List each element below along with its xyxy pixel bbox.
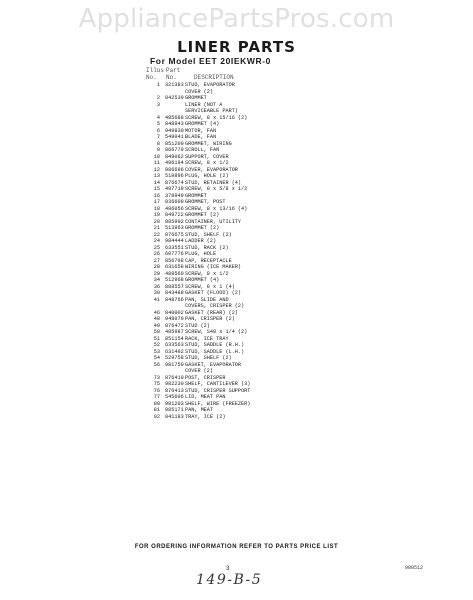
part-description: RACK, ICE TRAY [185,335,229,342]
part-description: SHELF, WIRE (FREEZER) [185,400,251,407]
part-number: 984444 [165,238,184,244]
document-code: 980512 [405,565,424,571]
key-number: 20 [153,218,160,225]
part-number: 876472 [165,322,184,329]
key-number: 22 [153,231,160,238]
key-number: 15 [153,186,160,192]
key-number: 52 [153,342,160,348]
key-number: 49 [153,322,160,329]
part-number: 841183 [165,413,184,420]
part-number: 849062 [165,153,184,160]
part-number: 985171 [165,407,184,413]
part-number: 513963 [165,225,184,231]
part-number: 848943 [165,121,184,127]
part-description: SCREW, 8 x 13/16 (4) [185,205,248,212]
part-description: COVER (2) [185,368,214,374]
part-description: SHELF, CANTILEVER (3) [185,381,251,387]
key-number: 50 [153,329,160,335]
part-description: STUD, RACK (2) [185,244,229,251]
part-description: COVER (2) [185,88,214,95]
part-description: GROMMET (2) [185,212,220,218]
part-number: 496194 [165,160,184,166]
part-description: SCREW, 8 x 5/8 x 1/2 [185,186,248,192]
part-description: SCROLL, FAN [185,147,220,153]
part-description: CONTAINER, UTILITY [185,218,242,225]
part-description: GROMMET [185,192,207,199]
part-description: STUD, EVAPORATOR [185,82,235,88]
part-number: 485688 [165,114,184,121]
part-description: SCREW, 8 x 1/2 [185,270,229,277]
part-description: PLUG, HOLE [185,251,217,257]
key-number: 7 [156,134,160,140]
key-number: 75 [153,381,160,387]
key-number: 73 [153,374,160,381]
part-description: POST, CRISPER [185,374,226,381]
part-description: SCREW, 8 x 1 (4) [185,283,235,290]
part-number: 631492 [165,348,184,355]
key-number: 11 [153,160,160,166]
part-description: SUPPORT, COVER [185,153,229,160]
part-description: GROMMET [185,95,207,101]
part-description: GASKET, EVAPORATOR [185,361,242,368]
part-description: PAN, SLIDE AND [185,296,229,303]
part-description: SERVICEABLE PART) [185,108,238,114]
part-description: STUD, SHELF (2) [185,355,232,361]
part-description: STUD, SADDLE (L.H.) [185,348,245,355]
handwritten-note: 149-B-5 [196,572,263,588]
part-number: 849722 [165,212,184,218]
part-description: LADDER (2) [185,238,217,244]
key-number: 48 [153,316,160,322]
key-number: 21 [153,225,160,231]
part-description: STUD, SHELF (2) [185,231,232,238]
part-number: 843488 [165,290,184,296]
part-description: WIRING (ICE MAKER) [185,264,242,270]
header-description: DESCRIPTION [194,74,234,81]
header-part-no: No. [166,74,177,81]
part-description: COVERS, CRISPER (2) [185,303,245,309]
page-title: LINER PARTS [177,38,296,56]
key-number: 10 [153,153,160,160]
part-description: TRAY, ICE (2) [185,413,226,420]
part-number: 549041 [165,134,184,140]
part-number: 866779 [165,147,184,153]
part-number: 856708 [165,257,184,264]
key-number: 39 [153,290,160,296]
part-description: GASKET (FLOOD) (2) [185,290,242,296]
key-number: 16 [153,192,160,199]
header-part: Part [166,67,181,74]
key-number: 1 [156,82,160,88]
part-number: 981750 [165,361,184,368]
part-description: GROMMET (4) [185,121,220,127]
key-number: 18 [153,205,160,212]
key-number: 3 [156,101,160,108]
key-number: 51 [153,335,160,342]
key-number: 13 [153,173,160,179]
part-description: MOTOR, FAN [185,127,217,134]
part-number: 631658 [165,264,184,270]
part-number: 487719 [165,186,184,192]
part-description: STUD (2) [185,322,210,329]
key-number: 2 [156,95,160,101]
key-number: 26 [153,251,160,257]
part-number: 949830 [165,127,184,134]
key-number: 28 [153,264,160,270]
part-number: 840002 [165,309,184,316]
part-number: 485987 [165,329,184,335]
key-number: 53 [153,348,160,355]
part-description: SCREW, 8 x 1/2 [185,160,229,166]
key-number: 41 [153,296,160,303]
part-description: GROMMET (2) [185,225,220,231]
key-number: 46 [153,309,160,316]
part-number: 378949 [165,192,184,199]
part-number: 519896 [165,173,184,179]
part-description: GROMMET, WIRING [185,140,232,147]
key-number: 76 [153,387,160,394]
key-number: 27 [153,257,160,264]
model-subtitle: For Model EET 20IEKWR-0 [150,56,272,66]
part-number: 848766 [165,296,184,303]
part-description: BLADE, FAN [185,134,217,140]
part-number: 876410 [165,374,184,381]
part-number: 851200 [165,140,184,147]
part-number: 985992 [165,218,184,225]
part-number: 529758 [165,355,184,361]
part-number: 876675 [165,231,184,238]
key-number: 34 [153,277,160,283]
key-number: 24 [153,238,160,244]
key-number: 29 [153,270,160,277]
part-number: 486056 [165,205,184,212]
key-number: 92 [153,413,160,420]
part-description: GASKET (REAR) (2) [185,309,238,316]
part-number: 321383 [165,82,184,88]
ordering-footer: FOR ORDERING INFORMATION REFER TO PARTS PRICE LIST [134,544,339,550]
key-number: 80 [153,400,160,407]
part-number: 842539 [165,95,184,101]
part-number: 981203 [165,400,184,407]
page-number: 3 [226,566,230,572]
part-number: 986696 [165,166,184,173]
part-number: 488560 [165,270,184,277]
part-description: PAN, CRISPER (2) [185,316,235,322]
key-number: 17 [153,199,160,205]
part-description: STUD, RETAINER (4) [185,179,242,186]
key-number: 14 [153,179,160,186]
part-number: 633563 [165,342,184,348]
part-description: SCREW, 8 x 15/16 (2) [185,114,248,121]
key-number: 5 [156,121,160,127]
part-description: CAP, RECEPTACLE [185,257,232,264]
part-number: 888557 [165,283,184,290]
part-number: 851154 [165,335,184,342]
key-number: 77 [153,394,160,400]
part-description: STUD, CRISPER SUPPORT [185,387,251,394]
part-description: PLUG, HOLE (2) [185,173,229,179]
part-description: LINER (NOT A [185,101,223,108]
part-number: 512968 [165,277,184,283]
key-number: 4 [156,114,160,121]
part-number: 633551 [165,244,184,251]
part-number: 982230 [165,381,184,387]
part-description: STUD, SADDLE (R.H.) [185,342,245,348]
key-number: 19 [153,212,160,218]
header-key-no: No. [146,74,157,81]
part-number: 876674 [165,179,184,186]
key-number: 36 [153,283,160,290]
part-description: COVER, EVAPORATOR [185,166,238,173]
key-number: 25 [153,244,160,251]
header-illus: Illus [146,67,165,74]
watermark: AppliancePartsPros.com [78,4,395,34]
key-number: 6 [156,127,160,134]
part-number: 607776 [165,251,184,257]
part-description: GROMMET (4) [185,277,220,283]
key-number: 8 [156,140,160,147]
key-number: 9 [156,147,160,153]
part-number: 545606 [165,394,184,400]
part-description: GROMMET, POST [185,199,226,205]
part-number: 948070 [165,316,184,322]
key-number: 12 [153,166,160,173]
part-number: 876413 [165,387,184,394]
part-number: 836609 [165,199,184,205]
part-description: LID, MEAT PAN [185,394,226,400]
part-description: SCREW, S48 x 1/4 (2) [185,329,248,335]
key-number: 54 [153,355,160,361]
key-number: 81 [153,407,160,413]
key-number: 56 [153,361,160,368]
part-description: PAN, MEAT [185,407,214,413]
